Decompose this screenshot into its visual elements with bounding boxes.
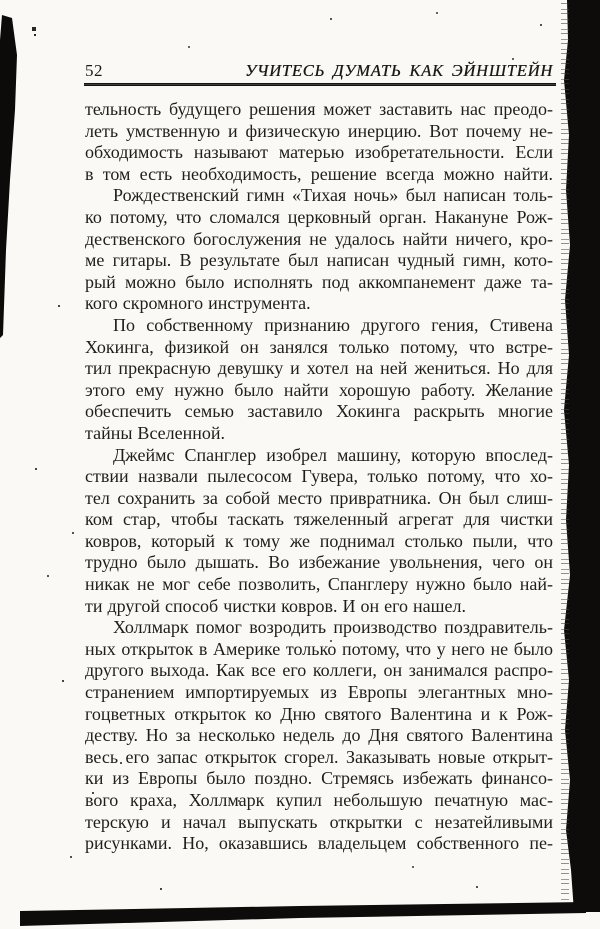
text-line: ки из Европы было поздно. Стремясь избежать финансо-	[85, 768, 553, 789]
text-line: тел сохранить за собой место привратника. Он был слиш-	[85, 487, 553, 508]
text-line: странением импортируемых из Европы элегантных мно-	[85, 682, 553, 703]
page-number: 52	[85, 61, 103, 80]
text-line: рисунками. Но, оказавшись владельцем собственного пе-	[85, 833, 553, 854]
text-line: Джеймс Спанглер изобрел машину, которую впослед-	[113, 444, 553, 465]
text-line: терскую и начал выпускать открытки с незатейливыми	[85, 811, 553, 832]
text-line: рый можно было исполнять под аккомпанемент даже та-	[85, 271, 553, 292]
text-line: ковров, который к тому же поднимал столько пыли, что	[85, 530, 553, 551]
body-text	[85, 99, 553, 855]
text-line: гоцветных открыток ко Дню святого Валентина и к Рож-	[85, 703, 553, 724]
text-line: Холлмарк помог возродить производство поздравитель-	[113, 617, 553, 638]
text-line: ных открыток в Америке только потому, что у него не было	[85, 638, 553, 659]
text-line: По собственному признанию другого гения, Стивена	[113, 314, 553, 335]
text-line: ствии назвали пылесосом Гувера, только потому, что хо-	[85, 466, 553, 487]
paragraph	[85, 185, 553, 315]
text-line: Рождественский гимн «Тихая ночь» был написан толь-	[113, 185, 553, 206]
paragraph	[85, 445, 553, 618]
header-rule	[84, 83, 556, 86]
text-line: трудно было дышать. Во избежание увольнения, чего он	[85, 552, 553, 573]
text-line: обходимость называют матерью изобретательности. Если	[85, 142, 553, 163]
scan-artifact-left-edge	[0, 0, 30, 340]
paragraph	[85, 99, 553, 185]
text-line: другого выхода. Как все его коллеги, он занимался распро-	[85, 660, 553, 681]
text-line: дественского богослужения не удалось найти ничего, кро-	[85, 228, 553, 249]
text-line: тельность будущего решения может заставить нас преодо-	[85, 99, 553, 119]
text-line: весь его запас открыток сгорел. Заказывать новые открыт-	[85, 746, 553, 767]
text-line: ком стар, чтобы таскать тяжеленный агрегат для чистки	[85, 509, 553, 530]
text-line: деству. Но за несколько недель до Дня святого Валентина	[85, 725, 553, 746]
text-line: леть умственную и физическую инерцию. Вот почему не-	[85, 120, 553, 141]
text-line: тайны Вселенной.	[85, 422, 226, 443]
page-header	[85, 61, 553, 81]
paragraph	[85, 617, 553, 855]
paragraph	[85, 315, 553, 445]
text-line: вого краха, Холлмарк купил небольшую печатную мас-	[85, 790, 553, 810]
text-line: ко потому, что сломался церковный орган. Накануне Рож-	[85, 206, 553, 227]
running-title: УЧИТЕСЬ ДУМАТЬ КАК ЭЙНШТЕЙН	[245, 61, 553, 80]
scan-dust-specks	[0, 0, 2, 2]
text-line: тил прекрасную девушку и хотел на ней жениться. Но для	[85, 358, 553, 379]
text-line: кого скромного инструмента.	[85, 293, 311, 314]
text-line: в том есть необходимость, решение всегда можно найти.	[85, 163, 553, 184]
text-line: обеспечить семью заставило Хокинга раскрыть многие	[85, 401, 553, 422]
scan-artifact-right-noise	[561, 0, 569, 905]
text-line: этого ему нужно было найти хорошую работу. Желание	[85, 379, 553, 400]
text-line: ти другой способ чистки ковров. И он его нашел.	[85, 595, 466, 616]
text-line: ме гитары. В результате был написан чудный гимн, кото-	[85, 250, 553, 271]
text-line: никак не мог себе позволить, Спанглеру нужно было най-	[85, 574, 553, 595]
scan-artifact-bottom-edge	[0, 895, 600, 929]
text-line: Хокинга, физикой он занялся только потому, что встре-	[85, 336, 553, 357]
